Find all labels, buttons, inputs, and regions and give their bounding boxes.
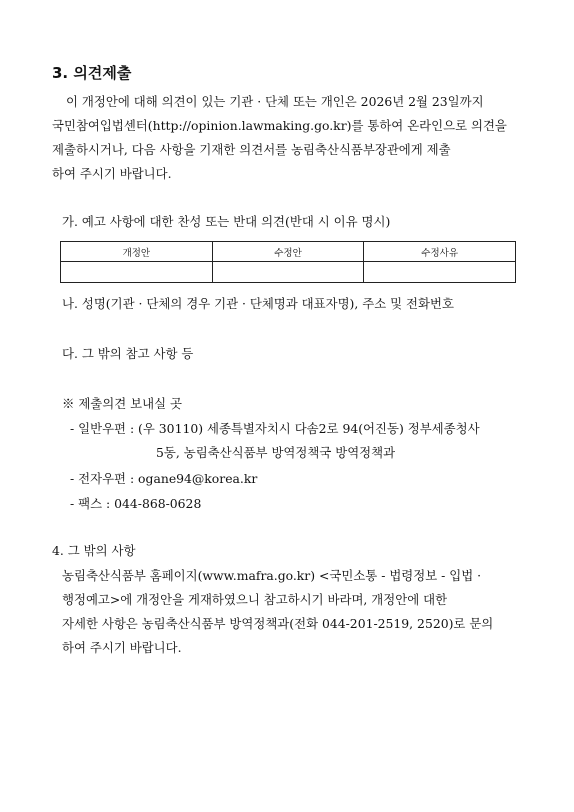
intro-line: 이 개정안에 대해 의견이 있는 기관 · 단체 또는 개인은 2026년 2월 23일까지 [66, 94, 484, 109]
body-line: 자세한 사항은 농림축산식품부 방역정책과(전화 044-201-2519, 2520)로 문의 [62, 616, 494, 631]
section-4-title: 4. 그 밖의 사항 [52, 543, 136, 558]
section-3-title: 3. 의견제출 [52, 64, 132, 82]
intro-line: 제출하시거나, 다음 사항을 기재한 의견서를 농림축산식품부장관에게 제출 [52, 142, 451, 157]
header-amendment: 수정안 [212, 242, 364, 262]
header-draft: 개정안 [61, 242, 213, 262]
table-row [61, 262, 516, 283]
intro-line: 하여 주시기 바랍니다. [52, 166, 172, 181]
revision-table [60, 241, 516, 283]
item-na: 나. 성명(기관 · 단체의 경우 기관 · 단체명과 대표자명), 주소 및 전화번호 [62, 296, 454, 311]
header-reason: 수정사유 [364, 242, 516, 262]
fax-line: - 팩스 : 044-868-0628 [70, 496, 202, 511]
section-3-intro [52, 90, 532, 186]
item-ga: 가. 예고 사항에 대한 찬성 또는 반대 의견(반대 시 이유 명시) [62, 214, 391, 229]
table-cell [364, 262, 516, 283]
body-line: 농림축산식품부 홈페이지(www.mafra.go.kr) <국민소통 - 법령정보 - 입법 · [62, 568, 482, 583]
table-cell [61, 262, 213, 283]
body-line: 하여 주시기 바랍니다. [62, 640, 182, 655]
table-header-row [61, 242, 516, 262]
intro-line: 국민참여입법센터(http://opinion.lawmaking.go.kr)를 통하여 온라인으로 의견을 [52, 118, 507, 133]
email-line: - 전자우편 : ogane94@korea.kr [70, 471, 258, 486]
postal-address-line2: 5동, 농림축산식품부 방역정책국 방역정책과 [156, 445, 396, 460]
body-line: 행정예고>에 개정안을 게재하였으니 참고하시기 바라며, 개정안에 대한 [62, 592, 448, 607]
section-4-body [62, 564, 532, 660]
submission-heading: ※ 제출의견 보내실 곳 [62, 396, 182, 411]
table-cell [212, 262, 364, 283]
item-da: 다. 그 밖의 참고 사항 등 [62, 346, 194, 361]
postal-address-line1: - 일반우편 : (우 30110) 세종특별자치시 다솜2로 94(어진동) 정부세종청사 [70, 421, 480, 436]
